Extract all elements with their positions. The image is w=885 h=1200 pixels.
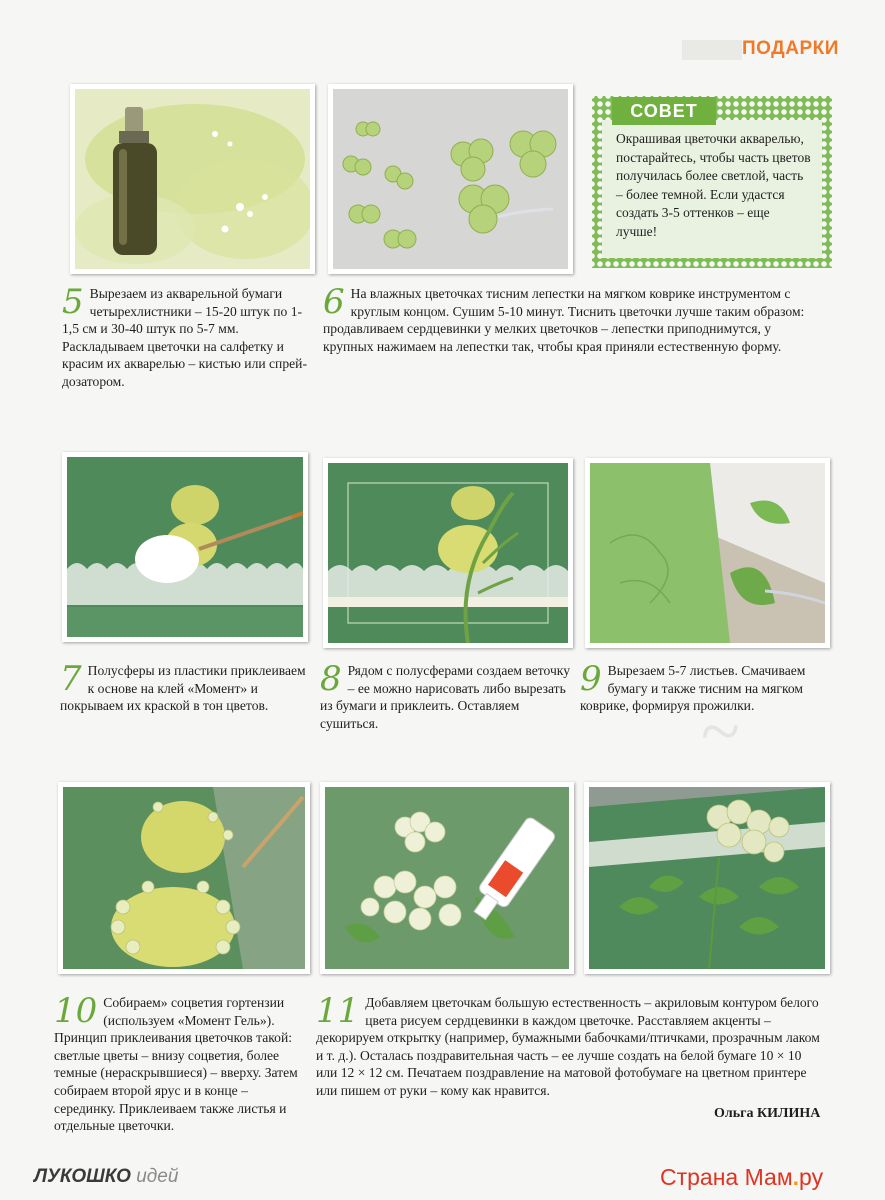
photo-step-7: [62, 452, 308, 642]
photo-step-11b: [584, 782, 830, 974]
leaves-image: [590, 463, 825, 643]
magazine-logo: [34, 1166, 178, 1188]
section-title: ПОДАРКИ: [742, 38, 839, 59]
tip-text: Окрашивая цветочки акварелью, постарайтесь, чтобы часть цветов получилась более светлой, часть – более темной. Если удастся создать 3-5 оттенков – еще лучше!: [602, 120, 822, 258]
site-watermark: [660, 1164, 823, 1191]
step-6: [323, 282, 823, 355]
logo-main: ЛУКОШКО: [34, 1166, 131, 1187]
step-number: 8: [320, 659, 342, 699]
watermark-dot: .: [792, 1164, 800, 1190]
photo-step-11a: [320, 782, 574, 974]
step-10: [54, 991, 310, 1135]
step-number: 7: [60, 659, 82, 699]
step-text: Рядом с полусферами создаем веточку – ее можно нарисовать либо вырезать из бумаги и приклеить. Оставляем сушиться.: [320, 663, 571, 731]
step-number: 11: [316, 991, 360, 1031]
tip-title: СОВЕТ: [612, 97, 716, 125]
watermark-left: Страна Мам: [660, 1164, 793, 1190]
photo-step-5: [70, 84, 315, 274]
paper-flowers-image: [333, 89, 568, 269]
background-ghost-text: ~: [700, 691, 739, 771]
author-name: Ольга КИЛИНА: [714, 1106, 821, 1121]
spray-bottle-image: [75, 89, 310, 269]
step-8: [320, 659, 571, 732]
assembling-image: [63, 787, 305, 969]
step-number: 5: [62, 282, 84, 322]
hemispheres-image: [67, 457, 303, 637]
step-9: [580, 659, 820, 715]
step-text: Вырезаем из акварельной бумаги четырехлистники – 15-20 штук по 1-1,5 см и 30-40 штук по 5-7 мм. Раскладываем цветочки на салфетку и красим их акварелью – кистью или спрей-дозатором.: [62, 286, 307, 389]
step-7: [60, 659, 310, 715]
step-text: Вырезаем 5-7 листьев. Смачиваем бумагу и также тисним на мягком коврике, формируя прожилки.: [580, 663, 806, 714]
logo-light: идей: [136, 1166, 179, 1187]
step-text: Добавляем цветочкам большую естественность – акриловым контуром белого цвета рисуем сердцевинки в каждом цветочке. Расставляем акценты – декорируем открытку (например, бумажными бабочками/птичками, прозрачным лаком и т. д.). Осталась поздравительная часть – ее лучше создать на белой бумаге 10 × 10 или 12 × 12 см. Печатаем поздравление на матовой фотобумаге на цветном принтере или пишем от руки – кому как нравится.: [316, 995, 820, 1098]
photo-step-10: [58, 782, 310, 974]
finished-card-image: [589, 787, 825, 969]
photo-step-9: [585, 458, 830, 648]
watermark-right: ру: [799, 1164, 824, 1190]
photo-step-6: [328, 84, 573, 274]
step-number: 10: [54, 991, 98, 1031]
step-number: 6: [323, 282, 345, 322]
step-11: [316, 991, 824, 1100]
step-text: На влажных цветочках тисним лепестки на мягком коврике инструментом с круглым концом. Сушим 5-10 минут. Тиснить цветочки лучше таким образом: продавливаем сердцевинки у мелких цветочков – лепестки приподнимутся, у крупных нажимаем на лепестки так, чтобы края приняли естественную форму.: [323, 286, 805, 354]
step-text: Собираем» соцветия гортензии (используем «Момент Гель»). Принцип приклеивания цветочков такой: светлые цветы – внизу соцветия, более темные (нераскрывшиеся) – вверху. Затем собираем второй ярус и в конце – серединку. Приклеиваем также листья и отдельные цветочки.: [54, 995, 298, 1134]
branch-image: [328, 463, 568, 643]
gel-tube-image: [325, 787, 569, 969]
step-5: [62, 282, 308, 391]
step-number: 9: [580, 659, 602, 699]
photo-step-8: [323, 458, 573, 648]
step-text: Полусферы из пластики приклеиваем к основе на клей «Момент» и покрываем их краской в тон цветов.: [60, 663, 306, 714]
header-tab-decoration: [682, 40, 742, 60]
